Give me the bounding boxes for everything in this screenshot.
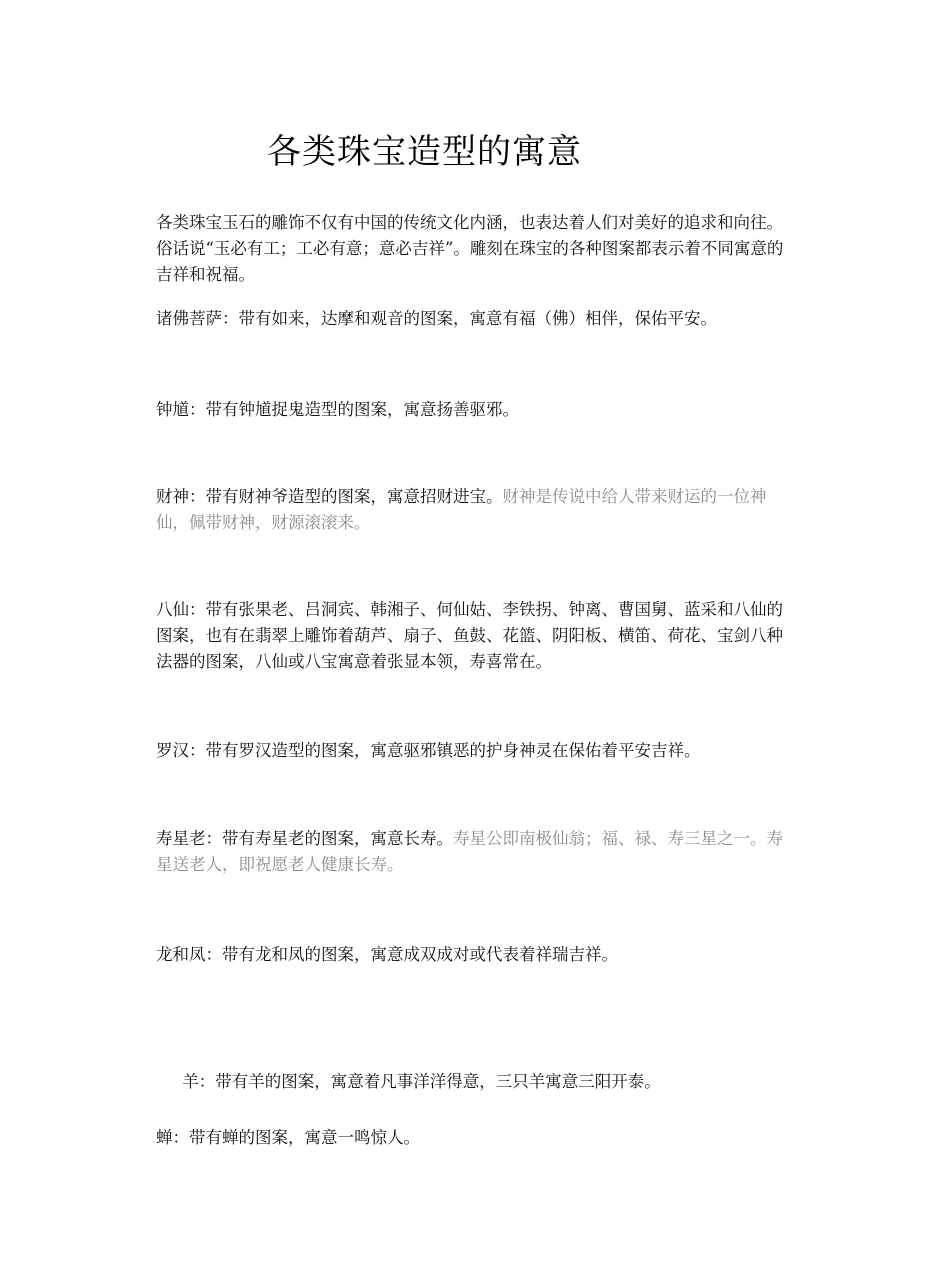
entry-longfeng [156, 942, 796, 968]
entry-chan [156, 1125, 796, 1151]
entry-text: 钟馗：带有钟馗捉鬼造型的图案，寓意扬善驱邪。 [156, 400, 519, 419]
entry-zhongkui [156, 397, 796, 423]
entry-yang [156, 1043, 796, 1121]
page-title: 各类珠宝造型的寓意 [267, 132, 582, 172]
entry-shouxing [156, 826, 796, 878]
entry-text: 财神：带有财神爷造型的图案，寓意招财进宝。 [156, 487, 503, 506]
entry-text: 八仙：带有张果老、吕洞宾、韩湘子、何仙姑、李铁拐、钟离、曹国舅、蓝采和八仙的图案，也有在翡翠上雕饰着葫芦、扇子、鱼鼓、花篮、阴阳板、横笛、荷花、宝剑八种法器的图案，八仙或八宝寓意着张显本领，寿喜常在。 [156, 600, 783, 671]
entry-note: 寿星公即南极仙翁；福、禄、寿三星之一。寿星送老人，即祝愿老人健康长寿。 [156, 829, 783, 874]
entry-text: 寿星老：带有寿星老的图案，寓意长寿。 [156, 829, 453, 848]
intro-paragraph: 各类珠宝玉石的雕饰不仅有中国的传统文化内涵，也表达着人们对美好的追求和向往。俗话说“玉必有工；工必有意；意必吉祥”。雕刻在珠宝的各种图案都表示着不同寓意的吉祥和祝福。 [156, 213, 784, 284]
entry-text: 罗汉：带有罗汉造型的图案，寓意驱邪镇恶的护身神灵在保佑着平安吉祥。 [156, 741, 701, 760]
entry-text: 诸佛菩萨：带有如来，达摩和观音的图案，寓意有福（佛）相伴，保佑平安。 [156, 309, 717, 328]
entry-text: 龙和凤：带有龙和凤的图案，寓意成双成对或代表着祥瑞吉祥。 [156, 945, 618, 964]
entry-caishen [156, 484, 796, 536]
entry-text: 羊：带有羊的图案，寓意着凡事洋洋得意，三只羊寓意三阳开泰。 [176, 1072, 661, 1091]
entry-buddhas [156, 306, 796, 332]
entry-luohan [156, 738, 796, 764]
entry-note: 财神是传说中给人带来财运的一位神仙，佩带财神，财源滚滚来。 [156, 487, 767, 532]
entry-text: 蝉：带有蝉的图案，寓意一鸣惊人。 [156, 1128, 420, 1147]
entry-baxian [156, 597, 796, 675]
